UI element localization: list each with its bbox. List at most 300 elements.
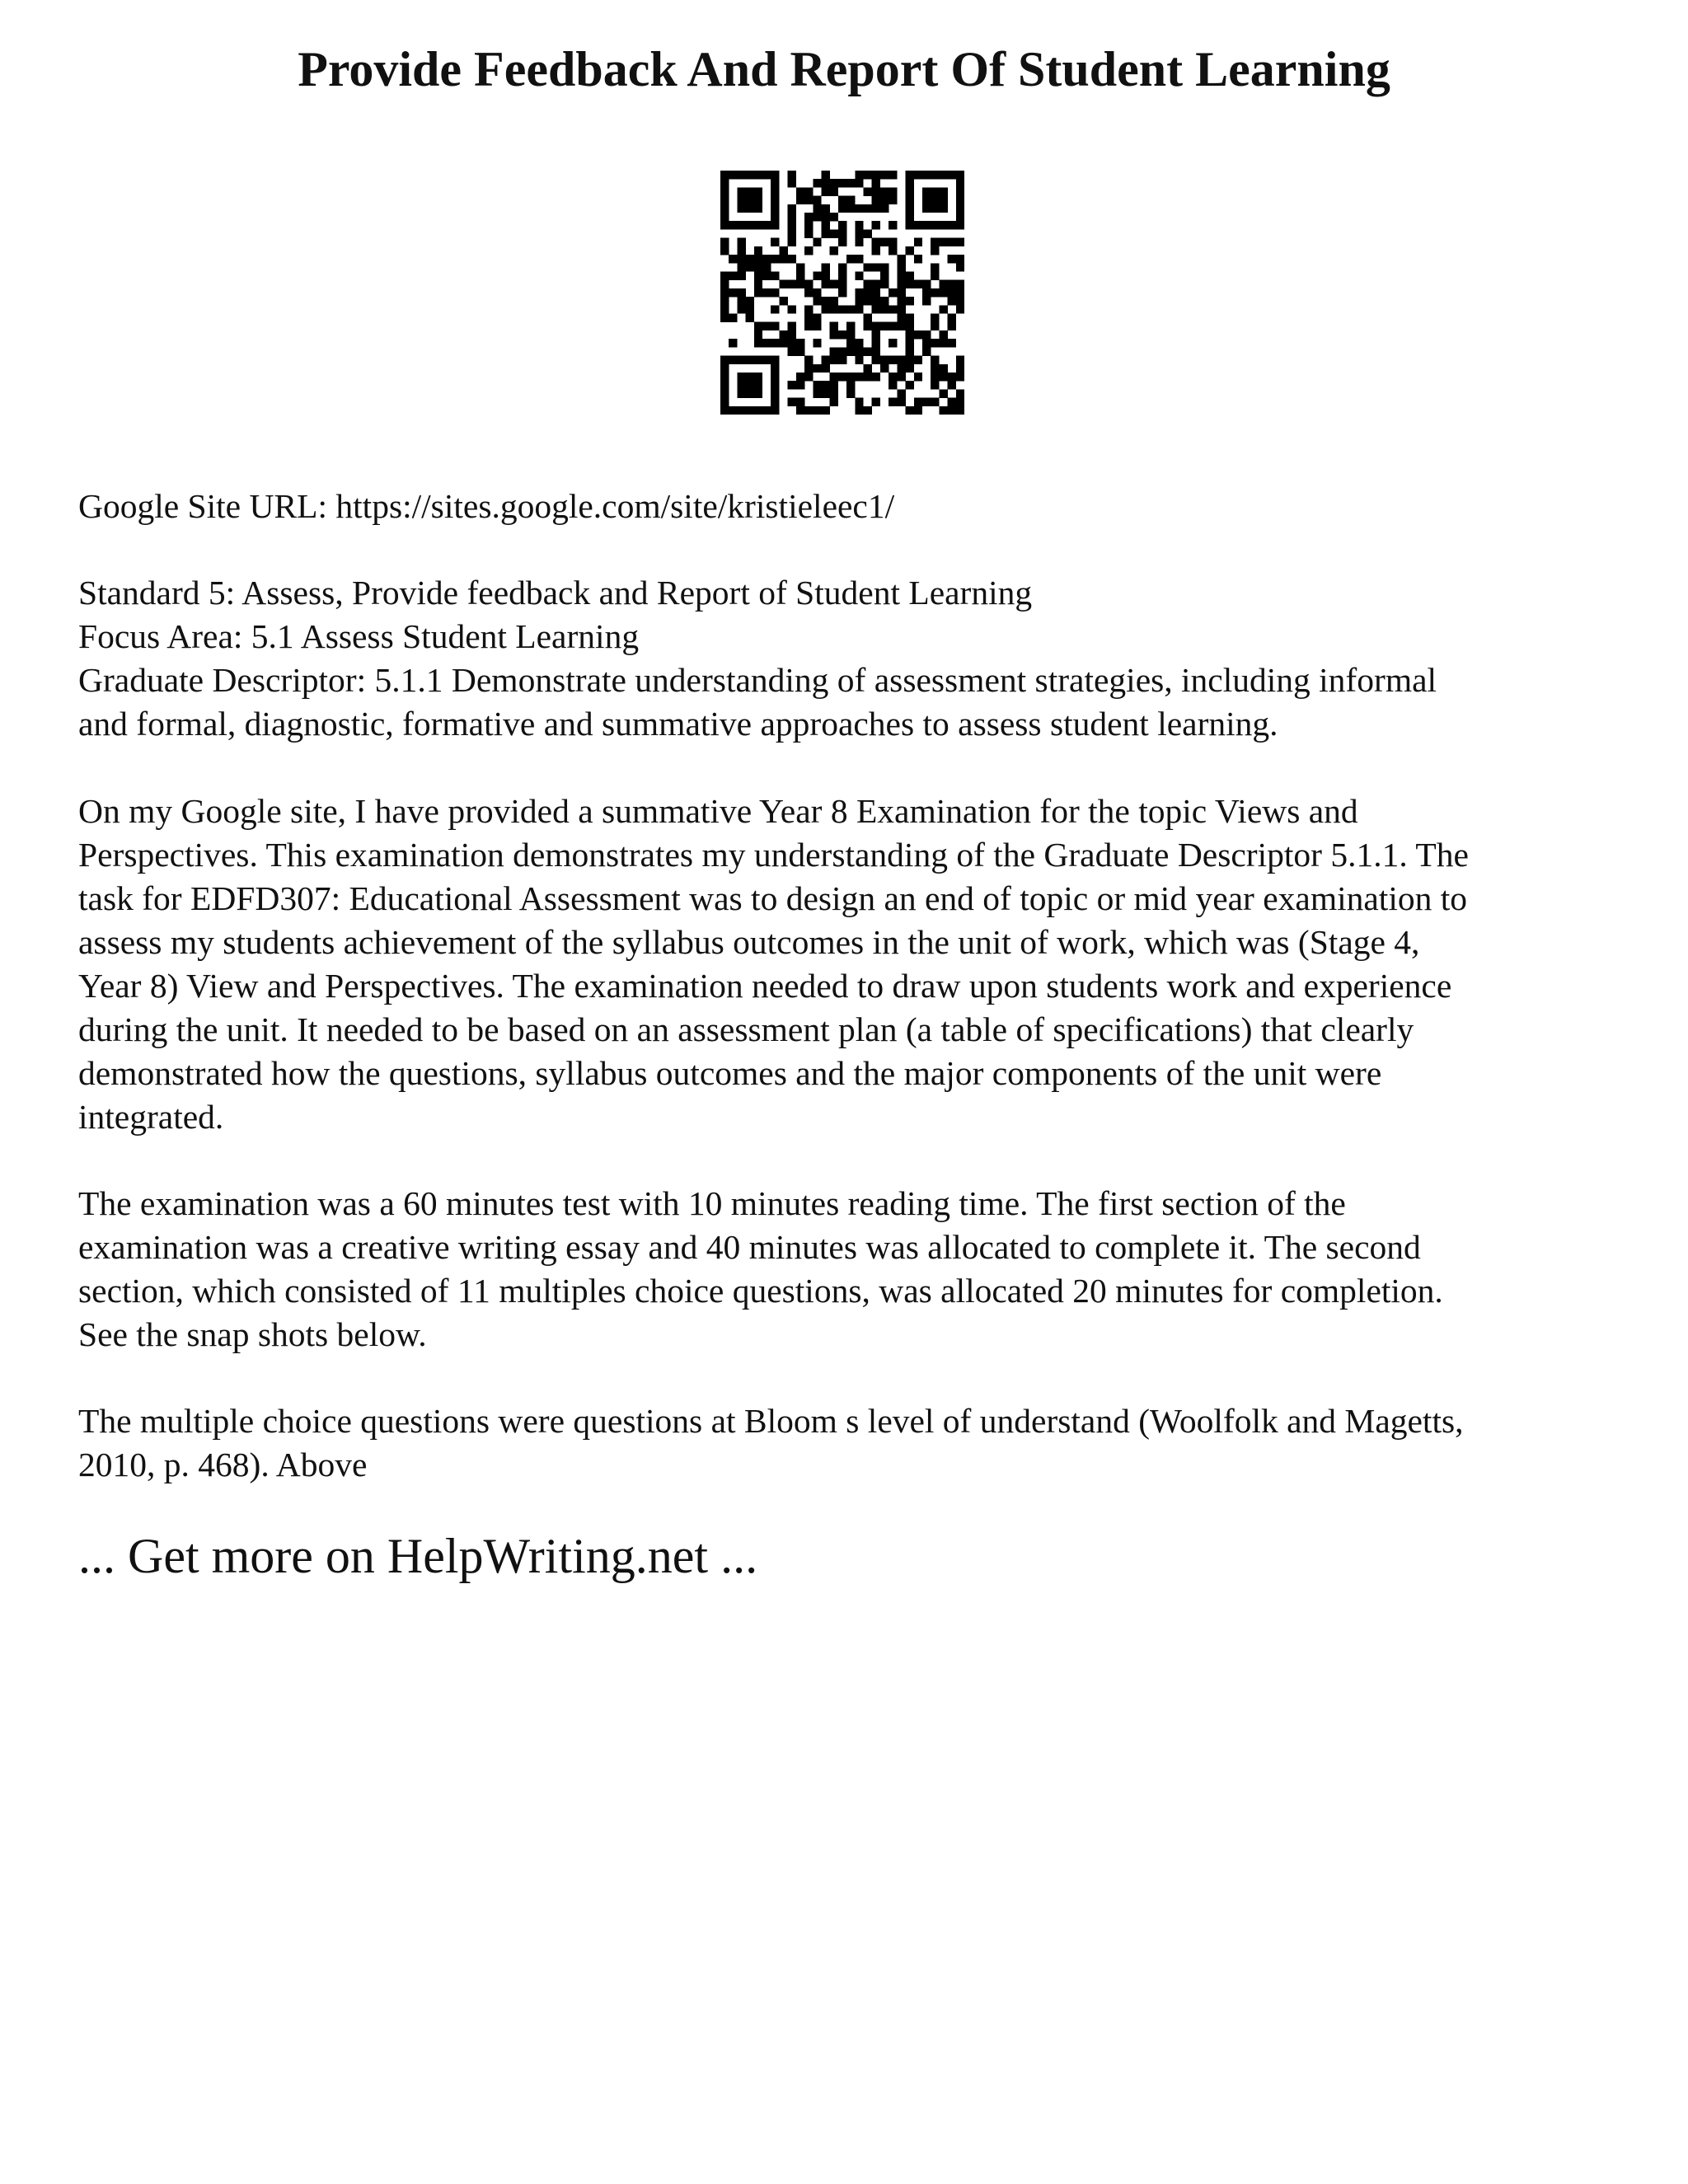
qr-module xyxy=(821,179,829,187)
qr-module xyxy=(922,171,931,179)
paragraph-examination-overview xyxy=(78,790,1620,1139)
qr-module xyxy=(855,171,863,179)
qr-module xyxy=(906,221,914,229)
qr-module xyxy=(914,356,922,364)
qr-module xyxy=(796,373,804,381)
qr-code-icon xyxy=(720,171,964,415)
qr-module xyxy=(931,364,939,373)
qr-module xyxy=(821,356,829,364)
qr-module xyxy=(821,305,829,313)
qr-module xyxy=(906,381,914,389)
qr-module xyxy=(830,330,838,339)
qr-module xyxy=(897,255,905,263)
qr-module xyxy=(880,171,889,179)
qr-module xyxy=(855,229,863,237)
qr-module xyxy=(830,356,838,364)
qr-module xyxy=(889,356,897,364)
qr-module xyxy=(880,263,889,271)
qr-module xyxy=(771,381,779,389)
qr-module xyxy=(830,373,838,381)
qr-module xyxy=(855,288,863,297)
qr-module xyxy=(897,305,905,313)
qr-module xyxy=(779,297,787,305)
qr-module xyxy=(956,406,964,415)
get-more-link[interactable]: ... Get more on HelpWriting.net ... xyxy=(78,1529,758,1583)
qr-module xyxy=(720,171,729,179)
qr-module xyxy=(956,288,964,297)
qr-module xyxy=(855,373,863,381)
qr-module xyxy=(948,406,956,415)
qr-module xyxy=(720,187,729,195)
qr-module xyxy=(720,356,729,364)
qr-module xyxy=(880,271,889,279)
qr-module xyxy=(737,204,745,213)
qr-module xyxy=(948,280,956,288)
qr-module xyxy=(737,271,745,279)
qr-module xyxy=(720,221,729,229)
qr-module xyxy=(897,389,905,397)
qr-module xyxy=(720,213,729,221)
paragraph-line: On my Google site, I have provided a summative Year 8 Examination for the topic Views and xyxy=(78,792,1358,830)
qr-module xyxy=(922,339,931,347)
qr-module xyxy=(821,229,829,237)
qr-module xyxy=(762,171,771,179)
qr-module xyxy=(729,171,737,179)
qr-module xyxy=(931,221,939,229)
qr-module xyxy=(956,213,964,221)
qr-module xyxy=(720,389,729,397)
qr-module xyxy=(864,406,872,415)
qr-module xyxy=(872,204,880,213)
qr-module xyxy=(746,297,754,305)
qr-module xyxy=(864,373,872,381)
qr-module xyxy=(729,406,737,415)
qr-module xyxy=(737,406,745,415)
qr-module xyxy=(880,322,889,330)
qr-module xyxy=(788,255,796,263)
qr-module xyxy=(948,288,956,297)
qr-module xyxy=(956,221,964,229)
qr-module xyxy=(939,364,947,373)
qr-module xyxy=(838,288,846,297)
qr-module xyxy=(906,347,914,355)
qr-module xyxy=(906,356,914,364)
qr-module xyxy=(855,398,863,406)
qr-module xyxy=(838,305,846,313)
qr-module xyxy=(922,347,931,355)
qr-module xyxy=(729,288,737,297)
qr-module xyxy=(872,263,880,271)
qr-module xyxy=(889,246,897,255)
qr-module xyxy=(830,389,838,397)
qr-module xyxy=(914,406,922,415)
qr-module xyxy=(754,373,762,381)
qr-module xyxy=(872,297,880,305)
qr-module xyxy=(956,187,964,195)
qr-module xyxy=(720,271,729,279)
qr-module xyxy=(872,322,880,330)
qr-module xyxy=(813,322,821,330)
qr-module xyxy=(830,179,838,187)
qr-module xyxy=(771,364,779,373)
qr-module xyxy=(746,221,754,229)
qr-module xyxy=(771,187,779,195)
qr-module xyxy=(906,204,914,213)
qr-module xyxy=(754,204,762,213)
standard-block xyxy=(78,571,1620,746)
paragraph-line: assess my students achievement of the syllabus outcomes in the unit of work, which was (Stage 4, xyxy=(78,923,1420,961)
qr-module xyxy=(720,314,729,322)
qr-module xyxy=(754,263,762,271)
qr-module xyxy=(956,373,964,381)
qr-module xyxy=(897,322,905,330)
qr-module xyxy=(771,213,779,221)
paragraph-line: 2010, p. 468). Above xyxy=(78,1446,368,1483)
qr-module xyxy=(931,314,939,322)
qr-module xyxy=(906,339,914,347)
qr-module xyxy=(804,229,813,237)
qr-module xyxy=(788,398,796,406)
qr-module xyxy=(838,330,846,339)
qr-module xyxy=(821,187,829,195)
qr-module xyxy=(754,288,762,297)
qr-module xyxy=(889,373,897,381)
paragraph-line: integrated. xyxy=(78,1098,224,1136)
qr-module xyxy=(906,314,914,322)
qr-module xyxy=(720,280,729,288)
paragraph-line: examination was a creative writing essay and 40 minutes was allocated to complete it. The second xyxy=(78,1228,1421,1266)
qr-module xyxy=(746,314,754,322)
qr-module xyxy=(931,187,939,195)
qr-module xyxy=(737,255,745,263)
qr-module xyxy=(906,187,914,195)
qr-module xyxy=(897,288,905,297)
paragraph-line: Year 8) View and Perspectives. The examination needed to draw upon students work and experience xyxy=(78,967,1452,1005)
qr-module xyxy=(846,330,855,339)
qr-module xyxy=(720,364,729,373)
qr-module xyxy=(956,297,964,305)
paragraph-line: The multiple choice questions were questions at Bloom s level of understand (Woolfolk and Magetts, xyxy=(78,1402,1464,1440)
qr-module xyxy=(788,238,796,246)
qr-module xyxy=(754,221,762,229)
qr-module xyxy=(956,263,964,271)
qr-module xyxy=(729,255,737,263)
qr-module xyxy=(939,305,947,313)
qr-module xyxy=(771,179,779,187)
qr-module xyxy=(872,356,880,364)
qr-module xyxy=(889,171,897,179)
graduate-descriptor-line: Graduate Descriptor: 5.1.1 Demonstrate understanding of assessment strategies, including informal xyxy=(78,661,1437,699)
qr-module xyxy=(846,339,855,347)
qr-module xyxy=(746,187,754,195)
qr-module xyxy=(804,406,813,415)
qr-module xyxy=(737,263,745,271)
qr-module xyxy=(880,238,889,246)
qr-module xyxy=(821,297,829,305)
qr-module xyxy=(939,330,947,339)
qr-module xyxy=(846,196,855,204)
qr-module xyxy=(762,221,771,229)
qr-module xyxy=(864,364,872,373)
qr-module xyxy=(813,406,821,415)
qr-module xyxy=(931,263,939,271)
qr-module xyxy=(864,229,872,237)
qr-module xyxy=(771,406,779,415)
qr-module xyxy=(746,196,754,204)
qr-module xyxy=(906,322,914,330)
qr-module xyxy=(872,288,880,297)
qr-module xyxy=(788,204,796,213)
qr-module xyxy=(771,305,779,313)
graduate-descriptor-line-continued: and formal, diagnostic, formative and summative approaches to assess student learning. xyxy=(78,705,1278,743)
qr-module xyxy=(931,322,939,330)
paragraph-line: demonstrated how the questions, syllabus outcomes and the major components of the unit were xyxy=(78,1054,1382,1092)
qr-module xyxy=(855,221,863,229)
qr-module xyxy=(796,406,804,415)
qr-module xyxy=(729,271,737,279)
qr-module xyxy=(864,187,872,195)
qr-module xyxy=(889,187,897,195)
qr-module xyxy=(762,339,771,347)
qr-module xyxy=(754,171,762,179)
qr-module xyxy=(906,330,914,339)
qr-module xyxy=(813,213,821,221)
qr-module xyxy=(771,204,779,213)
qr-module xyxy=(956,196,964,204)
qr-module xyxy=(864,204,872,213)
qr-module xyxy=(897,271,905,279)
qr-module xyxy=(897,297,905,305)
qr-module xyxy=(720,246,729,255)
qr-module xyxy=(729,314,737,322)
qr-module xyxy=(830,246,838,255)
page-title: Provide Feedback And Report Of Student Learning xyxy=(298,42,1390,96)
qr-module xyxy=(846,179,855,187)
qr-module xyxy=(779,280,787,288)
qr-module xyxy=(855,204,863,213)
qr-module xyxy=(804,314,813,322)
qr-module xyxy=(914,373,922,381)
qr-module xyxy=(864,314,872,322)
qr-module xyxy=(872,398,880,406)
qr-module xyxy=(846,204,855,213)
qr-module xyxy=(948,221,956,229)
qr-module xyxy=(830,297,838,305)
qr-module xyxy=(897,398,905,406)
qr-module xyxy=(855,339,863,347)
qr-module xyxy=(821,221,829,229)
qr-module xyxy=(889,196,897,204)
qr-module xyxy=(956,280,964,288)
qr-module xyxy=(821,263,829,271)
qr-module xyxy=(830,398,838,406)
qr-module xyxy=(939,406,947,415)
qr-module xyxy=(813,314,821,322)
qr-module xyxy=(922,297,931,305)
qr-module xyxy=(872,373,880,381)
qr-module xyxy=(948,255,956,263)
qr-module xyxy=(889,381,897,389)
qr-module xyxy=(813,364,821,373)
qr-module xyxy=(906,246,914,255)
qr-module xyxy=(779,330,787,339)
qr-module xyxy=(922,398,931,406)
qr-module xyxy=(931,271,939,279)
qr-module xyxy=(771,389,779,397)
qr-module xyxy=(864,263,872,271)
paragraph-line: Perspectives. This examination demonstrates my understanding of the Graduate Descriptor 5.1.1. The xyxy=(78,836,1469,874)
qr-module xyxy=(872,280,880,288)
qr-module xyxy=(880,297,889,305)
qr-module xyxy=(889,288,897,297)
qr-module xyxy=(889,339,897,347)
qr-module xyxy=(746,356,754,364)
qr-module xyxy=(838,196,846,204)
qr-module xyxy=(864,280,872,288)
qr-module xyxy=(746,373,754,381)
qr-module xyxy=(889,305,897,313)
qr-module xyxy=(931,204,939,213)
qr-module xyxy=(762,263,771,271)
qr-module xyxy=(754,187,762,195)
qr-module xyxy=(737,221,745,229)
qr-module xyxy=(737,389,745,397)
qr-module xyxy=(813,339,821,347)
qr-module xyxy=(922,196,931,204)
qr-module xyxy=(914,398,922,406)
qr-module xyxy=(864,288,872,297)
qr-module xyxy=(737,246,745,255)
qr-module xyxy=(804,364,813,373)
qr-module xyxy=(762,322,771,330)
qr-module xyxy=(796,381,804,389)
paragraph-line: The examination was a 60 minutes test with 10 minutes reading time. The first section of the xyxy=(78,1184,1346,1222)
qr-module xyxy=(830,305,838,313)
qr-module xyxy=(830,322,838,330)
qr-module xyxy=(796,339,804,347)
qr-module xyxy=(956,389,964,397)
qr-module xyxy=(914,280,922,288)
qr-module xyxy=(788,213,796,221)
qr-module xyxy=(838,229,846,237)
qr-module xyxy=(804,196,813,204)
qr-module xyxy=(939,339,947,347)
qr-module xyxy=(914,330,922,339)
qr-module xyxy=(922,187,931,195)
qr-module xyxy=(779,255,787,263)
qr-module xyxy=(830,229,838,237)
qr-module xyxy=(754,255,762,263)
qr-module xyxy=(796,196,804,204)
qr-module xyxy=(897,263,905,271)
qr-module xyxy=(720,373,729,381)
qr-module xyxy=(846,373,855,381)
qr-module xyxy=(821,364,829,373)
qr-module xyxy=(754,389,762,397)
qr-module xyxy=(956,204,964,213)
focus-area-line: Focus Area: 5.1 Assess Student Learning xyxy=(78,617,640,655)
qr-module xyxy=(880,305,889,313)
qr-module xyxy=(922,280,931,288)
qr-module xyxy=(737,187,745,195)
qr-module xyxy=(788,305,796,313)
qr-module xyxy=(880,196,889,204)
qr-module xyxy=(813,238,821,246)
qr-module xyxy=(906,364,914,373)
qr-module xyxy=(720,204,729,213)
qr-module xyxy=(720,381,729,389)
qr-module xyxy=(746,263,754,271)
qr-module xyxy=(754,246,762,255)
qr-module xyxy=(804,288,813,297)
qr-module xyxy=(830,381,838,389)
qr-module xyxy=(754,381,762,389)
qr-module xyxy=(906,271,914,279)
qr-module xyxy=(788,347,796,355)
qr-module xyxy=(737,196,745,204)
qr-module xyxy=(729,339,737,347)
qr-module xyxy=(864,322,872,330)
qr-module xyxy=(906,213,914,221)
qr-module xyxy=(897,280,905,288)
qr-module xyxy=(931,171,939,179)
qr-module xyxy=(737,305,745,313)
qr-module xyxy=(779,339,787,347)
qr-module xyxy=(914,221,922,229)
qr-module xyxy=(838,373,846,381)
qr-module xyxy=(788,330,796,339)
qr-module xyxy=(931,238,939,246)
qr-module xyxy=(948,322,956,330)
qr-code xyxy=(720,171,964,415)
qr-module xyxy=(821,389,829,397)
qr-module xyxy=(737,288,745,297)
qr-module xyxy=(855,271,863,279)
qr-module xyxy=(855,406,863,415)
qr-module xyxy=(746,255,754,263)
qr-module xyxy=(838,263,846,271)
qr-module xyxy=(956,255,964,263)
qr-module xyxy=(746,381,754,389)
qr-module xyxy=(897,364,905,373)
qr-module xyxy=(931,398,939,406)
qr-module xyxy=(804,356,813,364)
qr-module xyxy=(855,255,863,263)
qr-module xyxy=(720,238,729,246)
qr-module xyxy=(754,330,762,339)
qr-module xyxy=(746,406,754,415)
qr-module xyxy=(813,179,821,187)
qr-module xyxy=(846,305,855,313)
qr-module xyxy=(720,406,729,415)
qr-module xyxy=(897,373,905,381)
qr-module xyxy=(762,255,771,263)
qr-module xyxy=(897,314,905,322)
qr-module xyxy=(880,204,889,213)
qr-module xyxy=(771,238,779,246)
standard-line: Standard 5: Assess, Provide feedback and Report of Student Learning xyxy=(78,574,1033,612)
qr-module xyxy=(872,330,880,339)
qr-module xyxy=(931,196,939,204)
qr-module xyxy=(830,347,838,355)
paragraph-line: See the snap shots below. xyxy=(78,1315,427,1353)
qr-module xyxy=(771,288,779,297)
qr-module xyxy=(872,187,880,195)
qr-module xyxy=(838,238,846,246)
paragraph-line: task for EDFD307: Educational Assessment was to design an end of topic or mid year examination to xyxy=(78,879,1468,917)
qr-module xyxy=(948,398,956,406)
qr-module xyxy=(771,171,779,179)
